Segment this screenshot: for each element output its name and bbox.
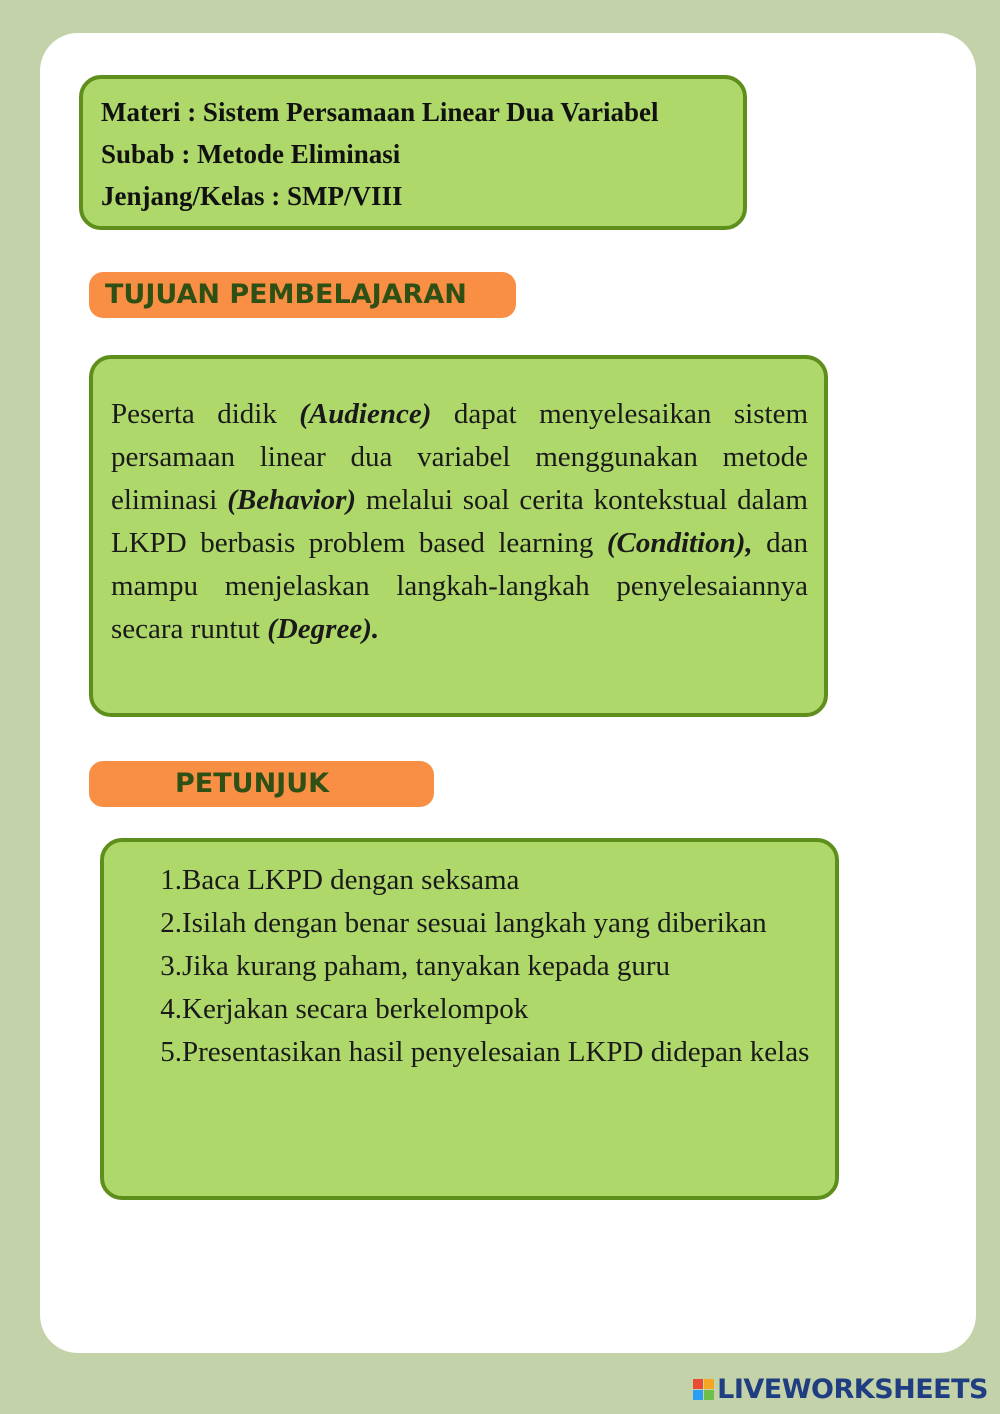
step-number: 1. <box>160 864 182 896</box>
materi-line: Materi : Sistem Persamaan Linear Dua Variabel <box>101 97 659 127</box>
degree-label: (Degree). <box>267 613 380 645</box>
logo-square-l <box>693 1379 703 1389</box>
instructions-list <box>104 859 813 1074</box>
logo-square-v <box>693 1390 703 1400</box>
list-item <box>104 1031 813 1074</box>
step-text: Baca LKPD dengan seksama <box>182 864 520 896</box>
list-item <box>104 859 813 902</box>
step-text: Isilah dengan benar sesuai langkah yang diberikan <box>182 907 767 939</box>
objective-part-4: dan mampu menjelaskan langkah-langkah penyelesaiannya secara runtut <box>111 527 808 645</box>
behavior-label: (Behavior) <box>227 484 357 516</box>
condition-label: (Condition), <box>606 527 753 559</box>
list-item <box>104 902 813 945</box>
petunjuk-heading: PETUNJUK <box>89 761 434 807</box>
logo-square-i <box>704 1379 714 1389</box>
list-item <box>104 988 813 1031</box>
instructions-box <box>100 838 839 1200</box>
step-number: 2. <box>160 907 182 939</box>
liveworksheets-watermark[interactable] <box>693 1374 988 1404</box>
step-number: 5. <box>160 1036 182 1068</box>
objective-part-3: melalui soal cerita kontekstual dalam LKPD berbasis problem based learning <box>111 484 808 559</box>
subject-info-box <box>79 75 747 230</box>
step-text: Presentasikan hasil penyelesaian LKPD didepan kelas <box>182 1036 810 1068</box>
objective-part-1: Peserta didik <box>111 398 300 430</box>
audience-label: (Audience) <box>299 398 432 430</box>
learning-objective-text <box>111 393 808 651</box>
tujuan-heading: TUJUAN PEMBELAJARAN <box>89 272 516 318</box>
liveworksheets-text: LIVEWORKSHEETS <box>717 1373 988 1405</box>
liveworksheets-logo-icon <box>693 1379 714 1400</box>
step-text: Jika kurang paham, tanyakan kepada guru <box>182 950 670 982</box>
learning-objective-box <box>89 355 828 717</box>
step-number: 4. <box>160 993 182 1025</box>
list-item <box>104 945 813 988</box>
subab-line: Subab : Metode Eliminasi <box>101 139 401 169</box>
step-text: Kerjakan secara berkelompok <box>182 993 529 1025</box>
jenjang-line: Jenjang/Kelas : SMP/VIII <box>101 181 403 211</box>
objective-part-2: dapat menyelesaikan sistem persamaan linear dua variabel menggunakan metode eliminasi <box>111 398 809 516</box>
step-number: 3. <box>160 950 182 982</box>
logo-square-e <box>704 1390 714 1400</box>
